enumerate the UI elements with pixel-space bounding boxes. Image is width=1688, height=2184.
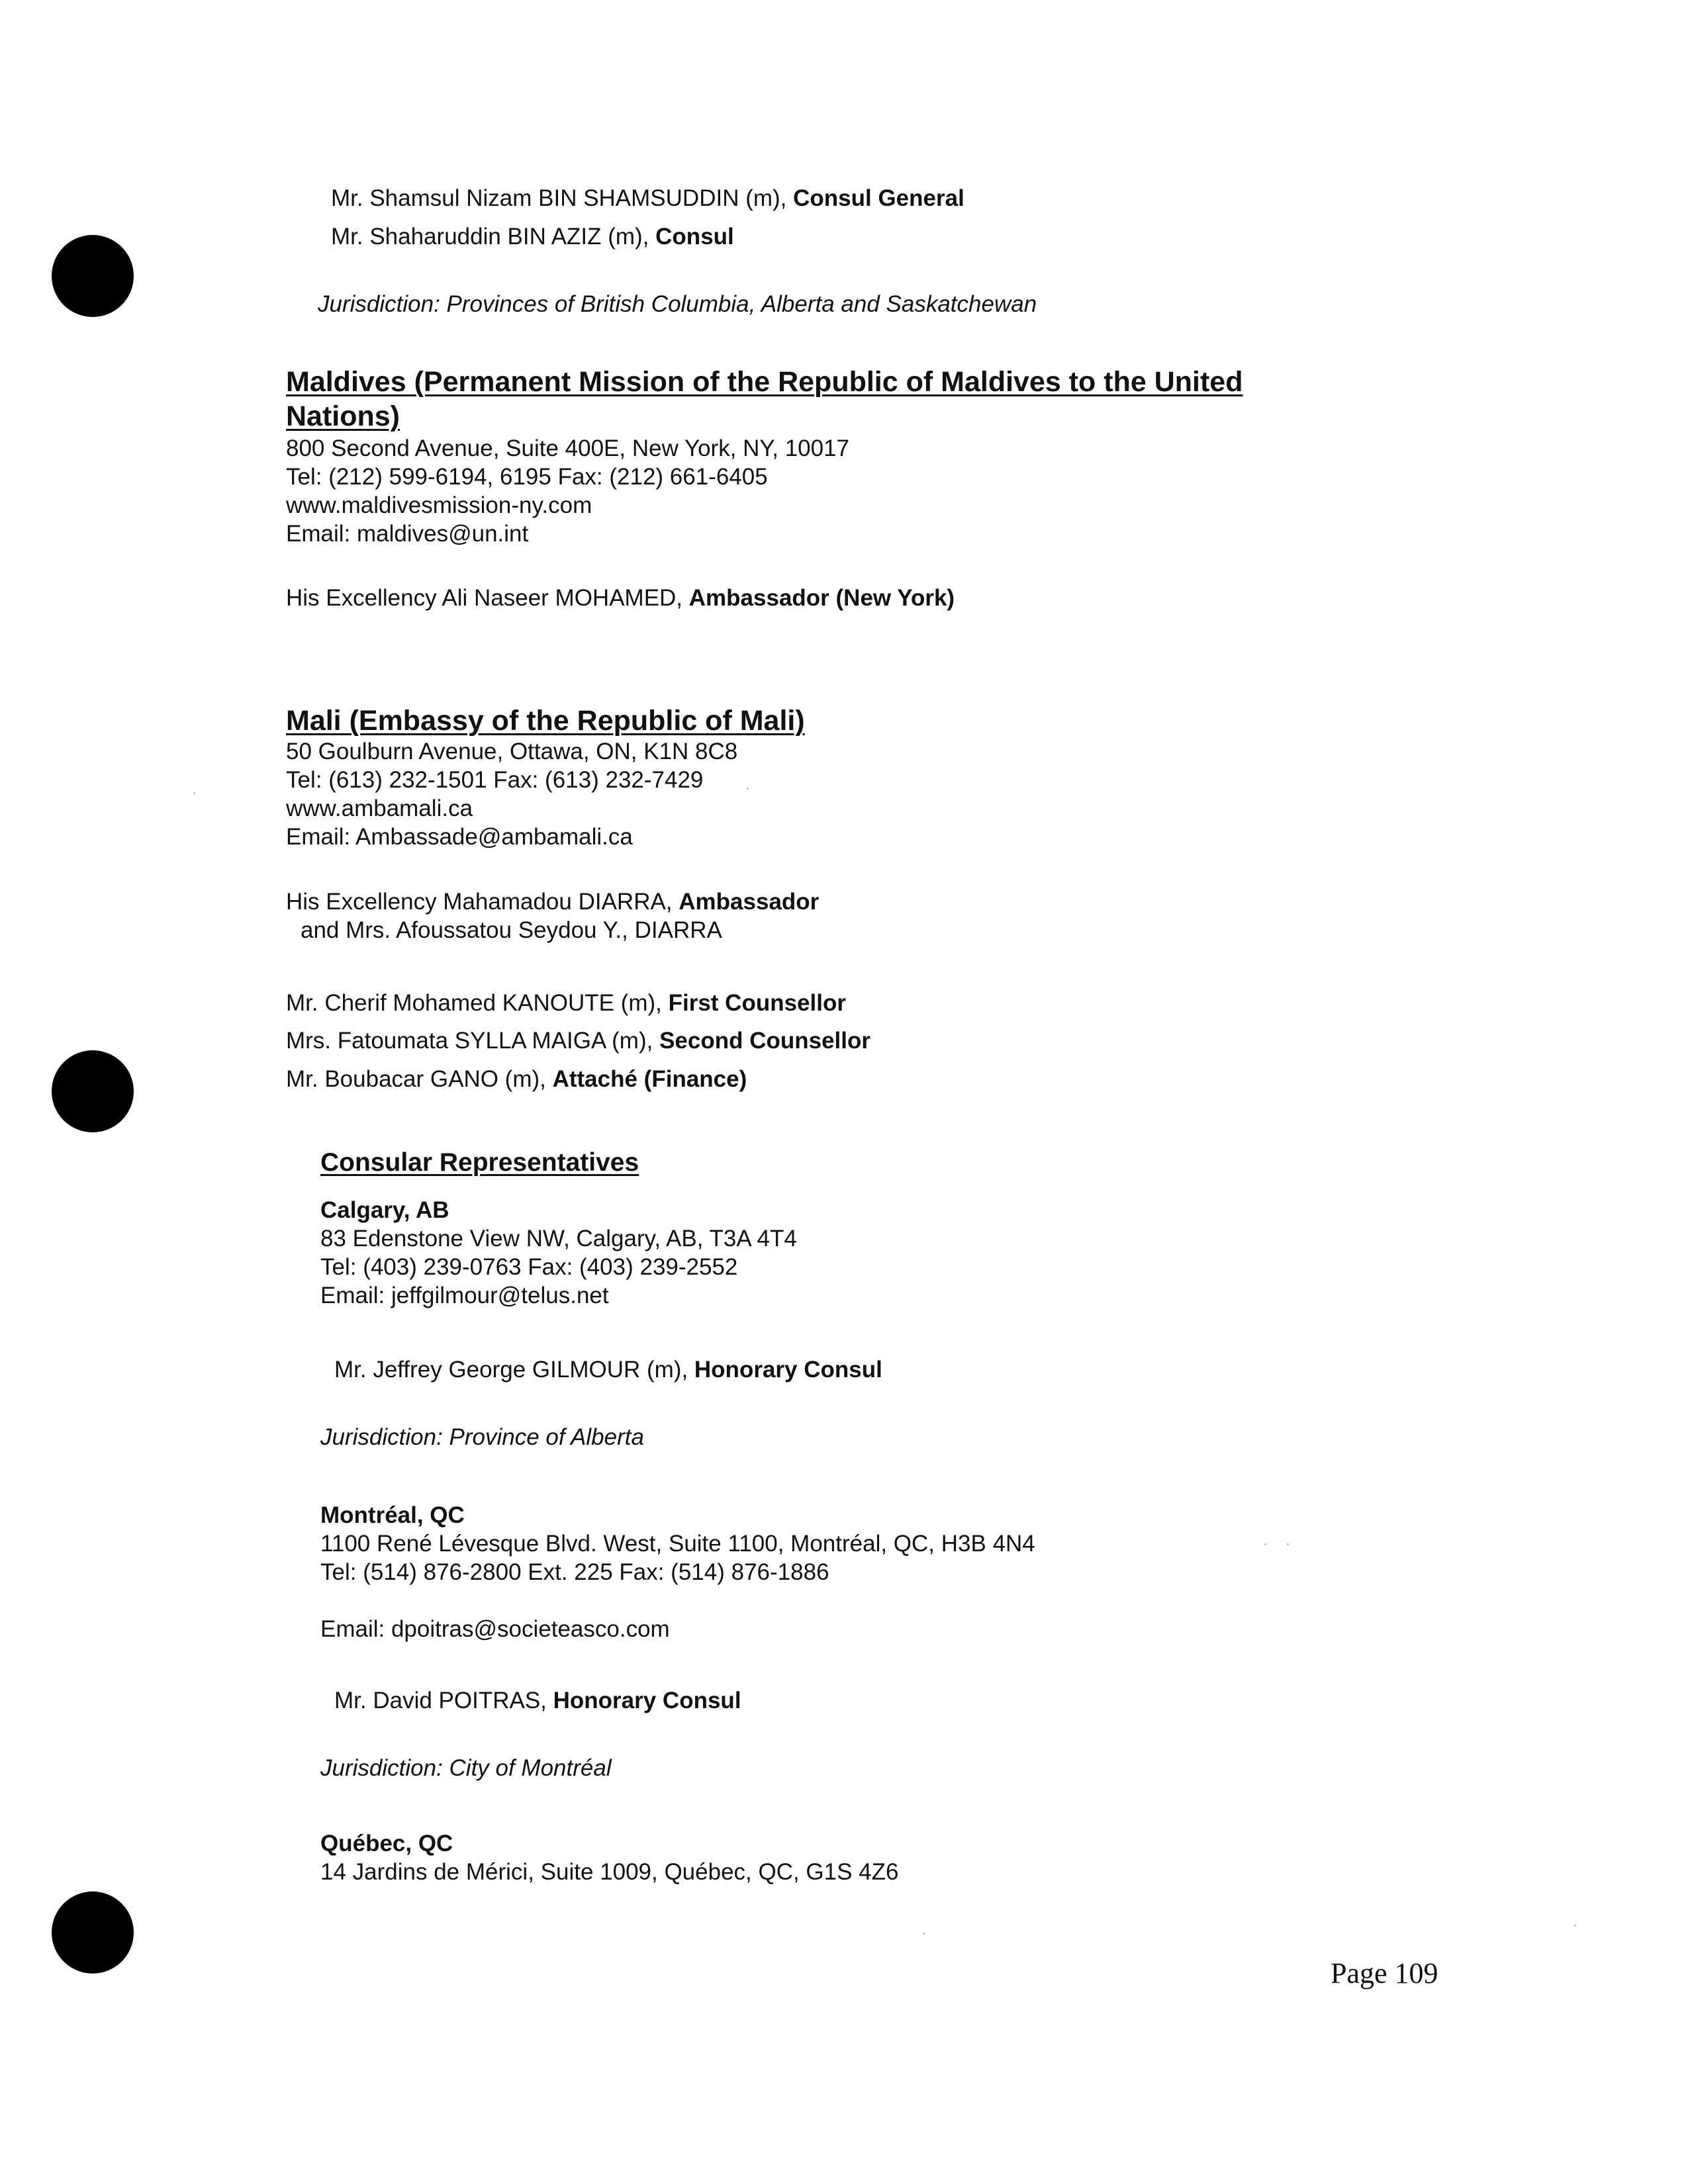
address-text: 1100 René Lévesque Blvd. West, Suite 1100, Montréal, QC, H3B 4N4 bbox=[320, 1531, 1035, 1557]
official-line bbox=[331, 222, 734, 251]
country-heading-maldives-cont: Nations) bbox=[286, 400, 400, 432]
official-line bbox=[286, 989, 846, 1018]
phone-fax-text: Tel: (613) 232-1501 Fax: (613) 232-7429 bbox=[286, 767, 704, 793]
official-title: Consul bbox=[655, 224, 734, 250]
official-title: Ambassador (New York) bbox=[688, 585, 955, 611]
official-title: Honorary Consul bbox=[694, 1357, 882, 1383]
consular-representatives-heading: Consular Representatives bbox=[320, 1148, 639, 1177]
punch-hole-middle bbox=[52, 1050, 134, 1132]
official-name: Mr. David POITRAS, bbox=[334, 1688, 553, 1713]
scan-speck bbox=[1287, 1543, 1289, 1545]
country-heading-mali: Mali (Embassy of the Republic of Mali) bbox=[286, 705, 805, 737]
official-name: Mr. Jeffrey George GILMOUR (m), bbox=[334, 1357, 694, 1383]
punch-hole-top bbox=[52, 235, 134, 317]
address-text: 14 Jardins de Mérici, Suite 1009, Québec, QC, G1S 4Z6 bbox=[320, 1859, 899, 1885]
official-name: Mr. Shaharuddin BIN AZIZ (m), bbox=[331, 224, 656, 250]
website-link[interactable]: www.ambamali.ca bbox=[286, 796, 473, 821]
email-text: Email: Ambassade@ambamali.ca bbox=[286, 824, 633, 850]
official-title: Attaché (Finance) bbox=[552, 1066, 747, 1092]
official-line bbox=[286, 1065, 747, 1094]
consulate-city: Québec, QC bbox=[320, 1831, 453, 1856]
address-text: 800 Second Avenue, Suite 400E, New York, NY, 10017 bbox=[286, 435, 850, 461]
country-heading-maldives: Maldives (Permanent Mission of the Republic of Maldives to the United bbox=[286, 366, 1243, 398]
consulate-city: Montréal, QC bbox=[320, 1502, 465, 1528]
official-title: Consul General bbox=[793, 185, 964, 211]
official-name: His Excellency Mahamadou DIARRA, bbox=[286, 889, 679, 915]
head-of-mission-line bbox=[286, 584, 955, 613]
scan-speck bbox=[747, 788, 749, 790]
official-line bbox=[286, 1026, 870, 1056]
jurisdiction-text: Jurisdiction: City of Montréal bbox=[320, 1755, 612, 1781]
email-text: Email: dpoitras@societeasco.com bbox=[320, 1616, 670, 1642]
jurisdiction-text: Jurisdiction: Provinces of British Columbia, Alberta and Saskatchewan bbox=[318, 291, 1037, 317]
official-title: First Counsellor bbox=[668, 990, 846, 1016]
official-title: Ambassador bbox=[679, 889, 820, 915]
official-name: Mr. Boubacar GANO (m), bbox=[286, 1066, 553, 1092]
consulate-city: Calgary, AB bbox=[320, 1197, 449, 1223]
official-title: Second Counsellor bbox=[659, 1028, 870, 1054]
official-line bbox=[334, 1355, 882, 1385]
page-number: Page 109 bbox=[1331, 1957, 1438, 1989]
scan-speck bbox=[923, 1933, 925, 1934]
phone-fax-text: Tel: (514) 876-2800 Ext. 225 Fax: (514) 876-1886 bbox=[320, 1559, 829, 1585]
official-line bbox=[334, 1686, 741, 1715]
official-name: His Excellency Ali Naseer MOHAMED, bbox=[286, 585, 689, 611]
scan-speck bbox=[193, 792, 195, 794]
official-name: Mr. Cherif Mohamed KANOUTE (m), bbox=[286, 990, 669, 1016]
official-title: Honorary Consul bbox=[553, 1688, 741, 1713]
email-text: Email: jeffgilmour@telus.net bbox=[320, 1283, 609, 1308]
head-of-mission-line bbox=[286, 887, 819, 917]
official-name: Mrs. Fatoumata SYLLA MAIGA (m), bbox=[286, 1028, 660, 1054]
email-text: Email: maldives@un.int bbox=[286, 521, 529, 547]
address-text: 83 Edenstone View NW, Calgary, AB, T3A 4T4 bbox=[320, 1226, 797, 1251]
punch-hole-bottom bbox=[52, 1891, 134, 1974]
scan-speck bbox=[1574, 1925, 1576, 1927]
official-line bbox=[331, 184, 964, 213]
jurisdiction-text: Jurisdiction: Province of Alberta bbox=[320, 1424, 644, 1450]
phone-fax-text: Tel: (212) 599-6194, 6195 Fax: (212) 661-6405 bbox=[286, 464, 768, 490]
scan-speck bbox=[1264, 1543, 1266, 1545]
address-text: 50 Goulburn Avenue, Ottawa, ON, K1N 8C8 bbox=[286, 739, 738, 764]
website-link[interactable]: www.maldivesmission-ny.com bbox=[286, 492, 592, 518]
official-name: Mr. Shamsul Nizam BIN SHAMSUDDIN (m), bbox=[331, 185, 794, 211]
spouse-line: and Mrs. Afoussatou Seydou Y., DIARRA bbox=[301, 917, 722, 943]
phone-fax-text: Tel: (403) 239-0763 Fax: (403) 239-2552 bbox=[320, 1254, 738, 1280]
